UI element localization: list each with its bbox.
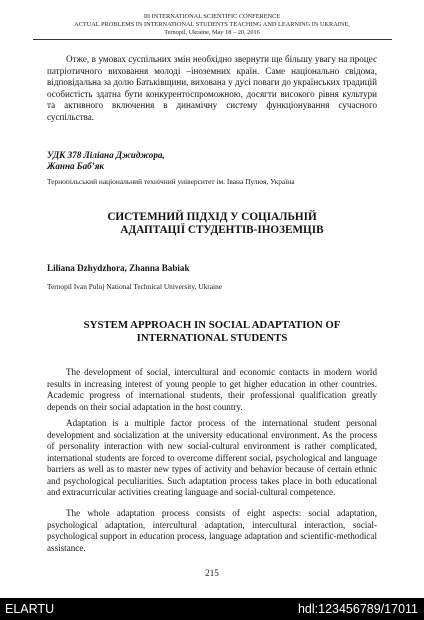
ukr-title-line-1: СИСТЕМНИЙ ПІДХІД У СОЦІАЛЬНІЙ (107, 211, 317, 223)
page-number: 215 (205, 568, 219, 578)
handle-identifier: hdl:123456789/17011 (297, 602, 418, 616)
header-line-3: Ternopil, Ukraine, May 18 – 20, 2016 (164, 28, 260, 36)
body-paragraph-2: Adaptation is a multiple factor process of the international student personal development and socialization at the university educational environment. As the process of personality interaction with new social-cultural environment is rather complicated, international students are forced to overcome different social, psychological and language barriers as well as to master new types of activity and behavior because of certain ethnic and psychological peculiarities. Such adaptation process takes place in both educational and extracurricular activities creating language and social-cultural competence. (47, 418, 377, 497)
running-header (0, 13, 424, 36)
intro-paragraph: Отже, в умовах суспільних змін необхідно звернути ще більшу увагу на процес патріотичного виховання молоді –іноземних країн. Саме національно свідома, відповідальна за долю Батьківщини, вихована у дусі поваги до українських традицій особистість здатна бути конкурентоспроможною, досягти високого рівня культури та активного включення в динамічну систему функціонування сучасного суспільства. (47, 54, 377, 122)
ukr-authors-line-1: УДК 378 Ліліана Джиджора, (47, 150, 165, 160)
repository-name: ELARTU (5, 602, 55, 616)
eng-affiliation: Ternopil Ivan Puluj National Technical University, Ukraine (47, 282, 223, 291)
eng-authors: Liliana Dzhydzhora, Zhanna Babiak (47, 263, 190, 273)
eng-title-line-2: INTERNATIONAL STUDENTS (136, 332, 288, 344)
header-line-2: ACTUAL PROBLEMS IN INTERNATIONAL STUDENTS TEACHING AND LEARNING IN UKRAINE, (74, 20, 350, 28)
header-line-1: III INTERNATIONAL SCIENTIFIC CONFERENCE (143, 13, 281, 20)
ukr-affiliation: Тернопільський національний технічний університет ім. Івана Пулюя, Україна (47, 177, 295, 186)
ukr-title-line-2: АДАПТАЦІЇ СТУДЕНТІВ-ІНОЗЕМЦІВ (120, 224, 324, 236)
eng-title-line-1: SYSTEM APPROACH IN SOCIAL ADAPTATION OF (83, 319, 341, 331)
body-paragraph-1: The development of social, intercultural and economic contacts in modern world results in increasing interest of young people to get higher education in other countries. Academic progress of international students, their professional qualification greatly depends on their social adaptation in the host country. (47, 367, 377, 412)
eng-article-title (0, 319, 424, 345)
ukr-authors-line-2: Жанна Баб’як (47, 161, 104, 171)
ukr-udk-authors (47, 150, 165, 172)
body-paragraph-3: The whole adaptation process consists of eight aspects: social adaptation, psychological adaptation, intercultural adaptation, intercultural interaction, social-psychological support in education process, language adaptation and scientific-methodical assistance. (47, 508, 377, 553)
header-rule (33, 39, 392, 40)
repository-footer-bar (0, 598, 424, 620)
ukr-article-title (0, 211, 424, 237)
